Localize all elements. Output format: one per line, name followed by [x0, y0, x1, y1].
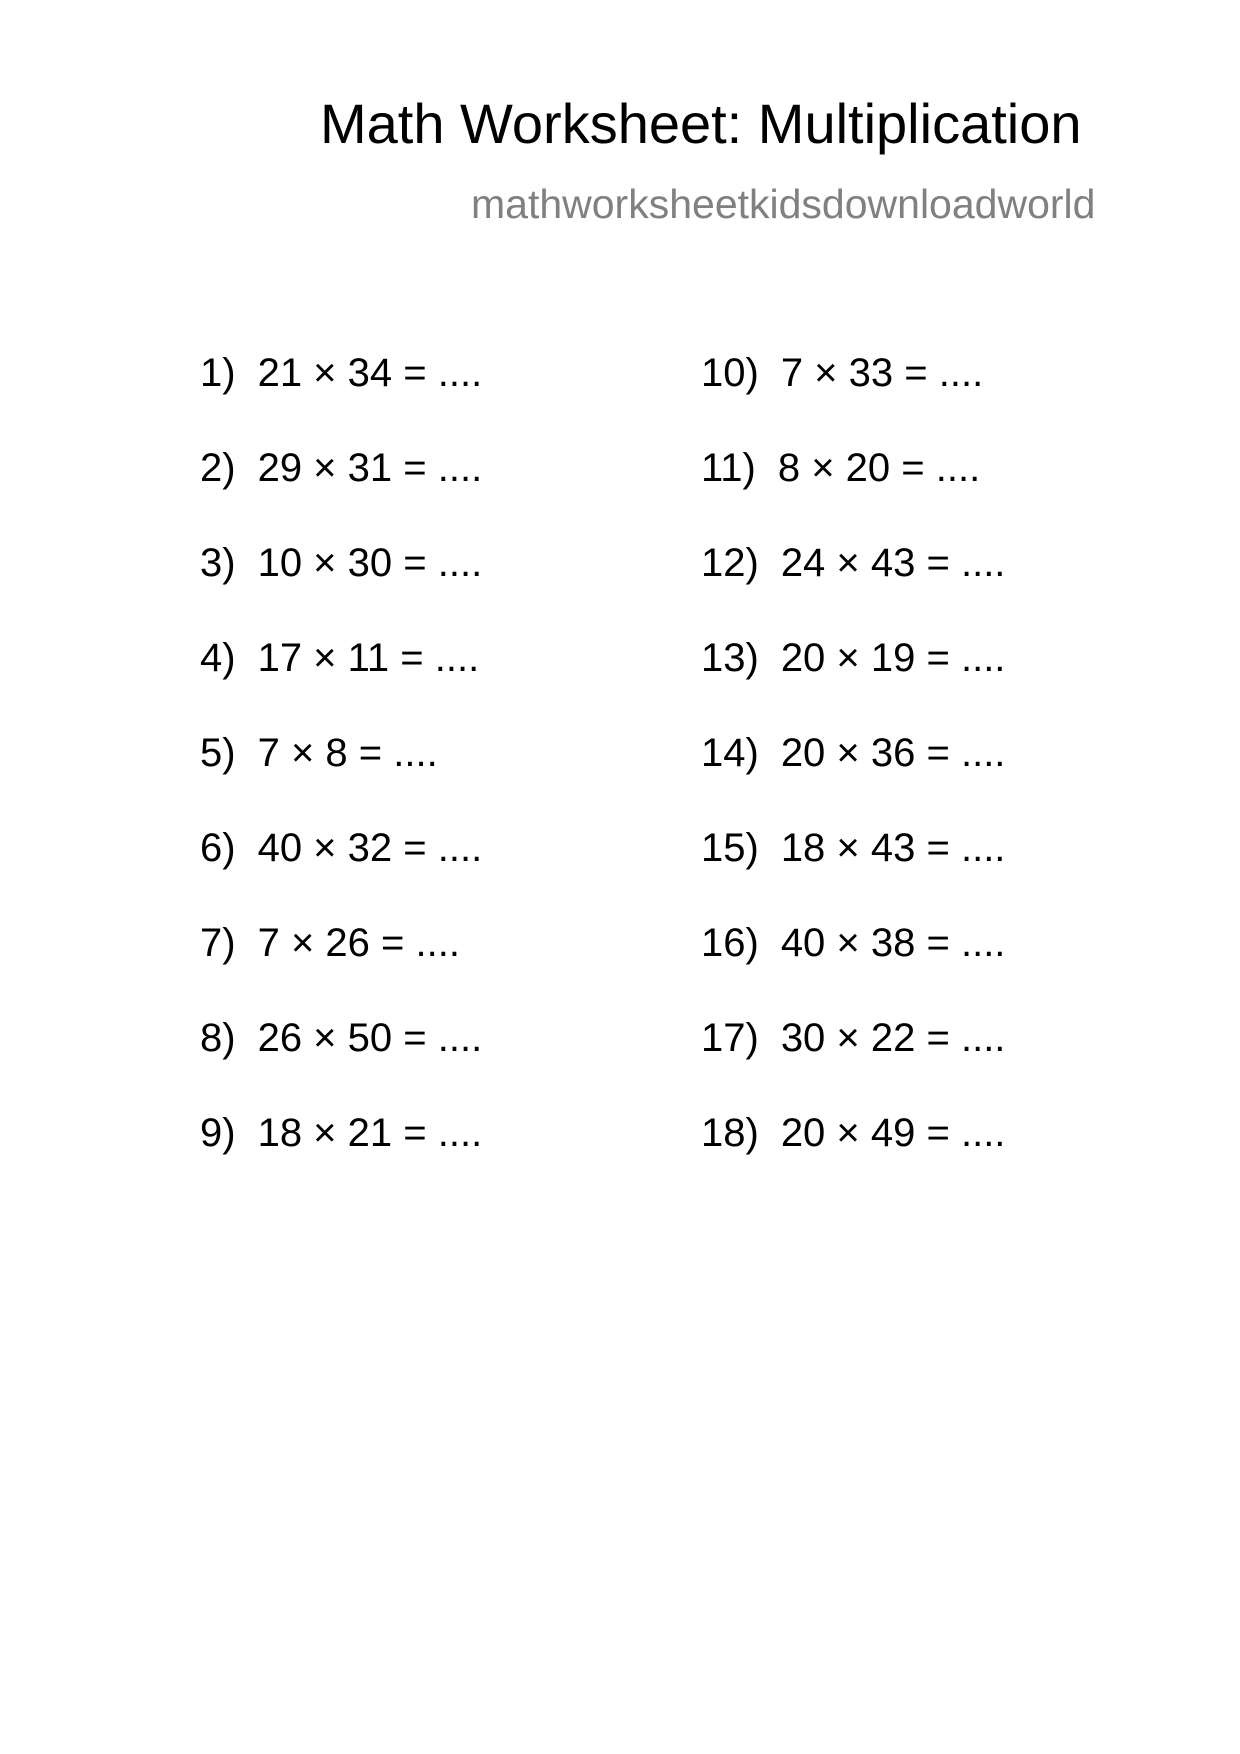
problem-item	[701, 828, 1005, 923]
problem-number: 3)	[200, 541, 236, 585]
page-title: Math Worksheet: Multiplication	[320, 92, 1082, 155]
problem-number: 9)	[200, 1111, 236, 1155]
problem-expression: 10 × 30 = ....	[257, 541, 483, 585]
problem-item	[701, 1018, 1005, 1113]
problem-item	[701, 448, 1005, 543]
problem-expression: 7 × 33 = ....	[780, 351, 984, 395]
problem-number: 13)	[701, 636, 759, 680]
problem-expression: 40 × 38 = ....	[780, 921, 1006, 965]
problem-item	[200, 638, 482, 733]
problem-expression: 24 × 43 = ....	[780, 541, 1006, 585]
problem-number: 7)	[200, 921, 236, 965]
problem-expression: 26 × 50 = ....	[257, 1016, 483, 1060]
problem-expression: 20 × 19 = ....	[780, 636, 1006, 680]
problem-item	[701, 638, 1005, 733]
problem-item	[701, 1113, 1005, 1208]
problem-expression: 20 × 36 = ....	[780, 731, 1006, 775]
problem-expression: 17 × 11 = ....	[257, 636, 480, 680]
problem-item	[200, 448, 482, 543]
problem-number: 1)	[200, 351, 236, 395]
problem-expression: 18 × 21 = ....	[257, 1111, 483, 1155]
problem-item	[200, 923, 482, 1018]
problem-item	[701, 543, 1005, 638]
problem-item	[200, 353, 482, 448]
problem-number: 12)	[701, 541, 759, 585]
problem-expression: 7 × 26 = ....	[257, 921, 460, 965]
problem-number: 16)	[701, 921, 759, 965]
page-subtitle: mathworksheetkidsdownloadworld	[471, 181, 1096, 227]
problem-item	[200, 543, 482, 638]
problem-item	[200, 733, 482, 828]
problem-number: 17)	[701, 1016, 759, 1060]
problem-number: 2)	[200, 446, 236, 490]
problem-number: 18)	[701, 1111, 759, 1155]
problem-number: 5)	[200, 731, 236, 775]
problem-number: 15)	[701, 826, 759, 870]
problem-expression: 7 × 8 = ....	[257, 731, 438, 775]
problem-item	[701, 733, 1005, 828]
problem-item	[200, 828, 482, 923]
problem-expression: 29 × 31 = ....	[257, 446, 483, 490]
problem-item	[200, 1018, 482, 1113]
problem-item	[200, 1113, 482, 1208]
problem-number: 11)	[701, 446, 756, 490]
problem-expression: 21 × 34 = ....	[257, 351, 483, 395]
problem-expression: 40 × 32 = ....	[257, 826, 483, 870]
problem-expression: 18 × 43 = ....	[780, 826, 1006, 870]
problem-number: 4)	[200, 636, 236, 680]
problem-number: 14)	[701, 731, 759, 775]
problem-expression: 30 × 22 = ....	[780, 1016, 1006, 1060]
problem-expression: 20 × 49 = ....	[780, 1111, 1006, 1155]
problem-item	[701, 923, 1005, 1018]
problems-column-left	[200, 353, 482, 1208]
problems-column-right	[701, 353, 1005, 1208]
problem-number: 10)	[701, 351, 759, 395]
problem-expression: 8 × 20 = ....	[777, 446, 981, 490]
problem-number: 8)	[200, 1016, 236, 1060]
problem-number: 6)	[200, 826, 236, 870]
problem-item	[701, 353, 1005, 448]
